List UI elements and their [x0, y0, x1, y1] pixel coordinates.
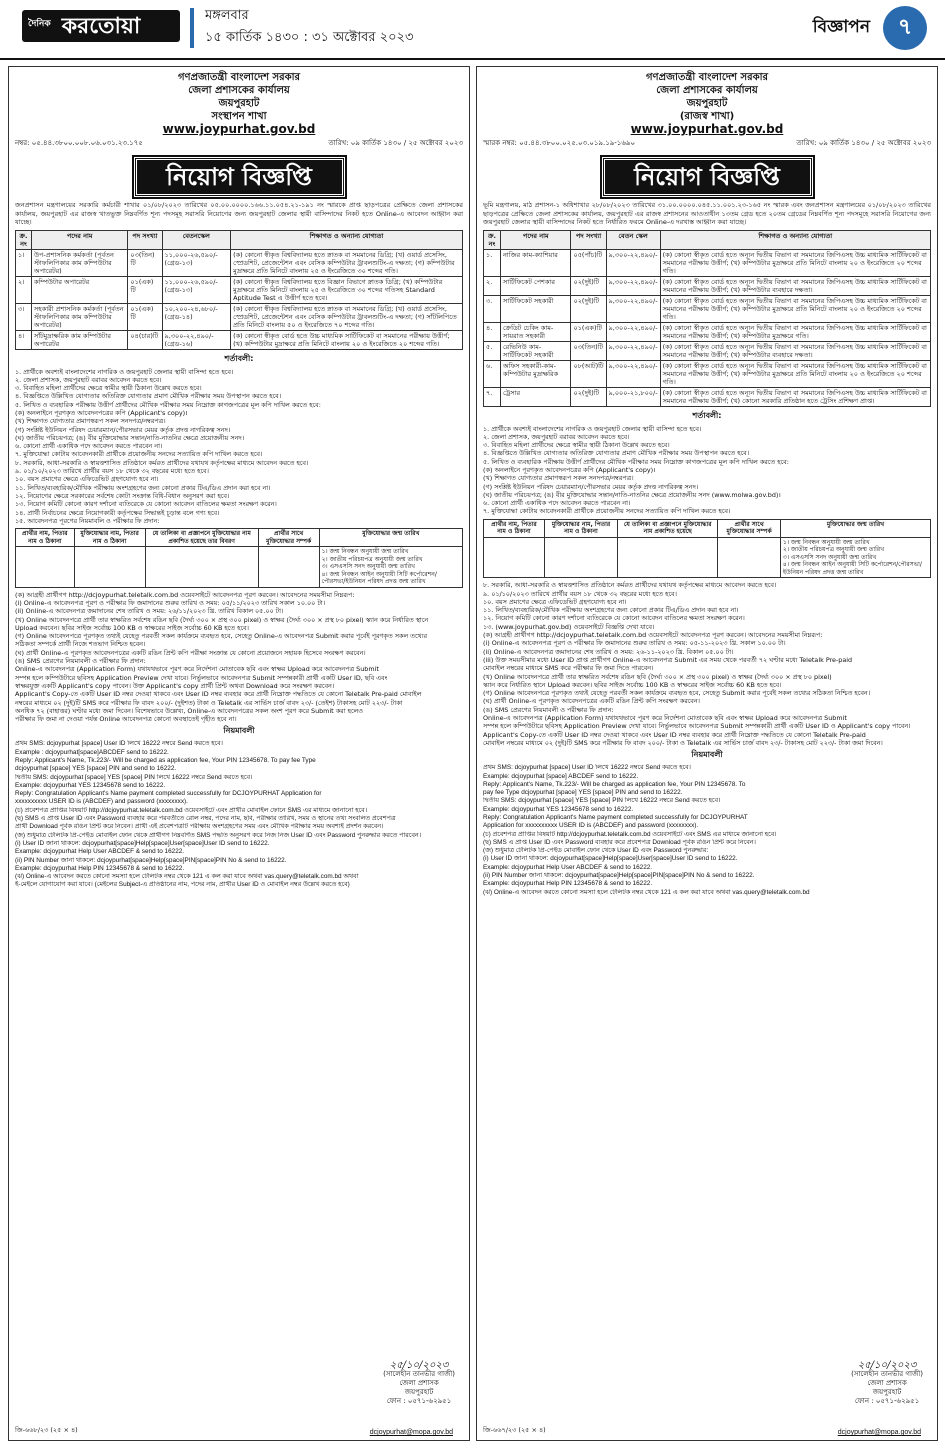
sms-line: (ঝ) Online-এ আবেদন করতে কোনো সমস্যা হলে টেলিটক নম্বর থেকে 121 এ কল করা যাবে অথবা vas.query@teletalk.com.bd — [483, 888, 810, 896]
condition-line: (ক) অনলাইনে পূরণকৃত আবেদনপত্রের কপি (Applicant's copy)। — [15, 408, 188, 417]
sms-line: Reply: Applicant's Name, Tk.223/- Will be charged as application fee, Your PIN 12345678. To — [483, 780, 746, 788]
signatory-phone: ফোন : ০৫৭১-৬২৯৫১ — [386, 1397, 452, 1405]
table-cell-no: ১। — [16, 249, 32, 276]
conditions-title: শর্তাবলী: — [692, 410, 722, 420]
table-cell-scale: ৯,০০০-২১,৮০০/- — [606, 387, 660, 406]
freedom-header: যে তালিকা বা প্রজ্ঞাপনে মুক্তিযোদ্ধার নাম প্রকাশিত হয়েছে তার বিবরণ — [145, 529, 258, 547]
sms-line: (ছ) SMS এ প্রাপ্ত User ID এবং Password ব্যবহার করে পরবর্তীতে রোল নম্বর, পদের নাম, ছবি, পরীক্ষার তারিখ, সময় ও স্থানের তথ্য সংবলিত প্রবেশপত্র — [15, 815, 396, 823]
condition-line: (গ) সংশ্লিষ্ট ইউনিয়ন পরিষদ চেয়ারম্যান/পৌরসভার মেয়র কর্তৃক প্রদত্ত নাগরিকত্ব সনদ। — [15, 425, 231, 434]
sms-line: Example: dcjoypurhat YES 12345678 send to 16222. — [483, 805, 634, 813]
instruction-line: অনধিক ৭২ (বাহাত্তর) ঘণ্টার মধ্যে জমা দিবেন। বিশেষভাবে উল্লেখ্য, Online-এ আবেদনপত্রের সকল অংশ পূরণ করে Submit করা হলেও — [15, 706, 363, 715]
memo-date: তারিখ: ০৯ কার্তিক ১৪৩০ / ২৫ অক্টোবর ২০২৩ — [796, 139, 931, 147]
instruction-line: ১৩. (www.joypurhat.gov.bd) ওয়েবসাইটে বিজ্ঞপ্তি দেখা যাবে। — [483, 622, 655, 631]
table-cell-post: নাজির কাম-ক্যাশিয়ার — [501, 249, 571, 276]
sms-line: (জ) শুধুমাত্র টেলিটক প্রি-পেইড মোবাইল ফোন থেকে User ID এবং Password পুনরুদ্ধার: — [483, 847, 709, 855]
signatory-name: (সালেহীন তানভীর গাজী) — [851, 1370, 923, 1378]
instruction-line: Upload করবেন। ছবির সাইজ সর্বোচ্চ 100 KB ও স্বাক্ষরের সাইজ সর্বোচ্চ 60 KB হতে হবে। — [15, 623, 249, 632]
instruction-line: (ঙ) SMS প্রেরণের নিয়মাবলী ও পরীক্ষার ফি প্রদান: — [483, 705, 614, 714]
office-line: গণপ্রজাতন্ত্রী বাংলাদেশ সরকার — [646, 72, 768, 83]
table-cell-post: ট্রেসার — [501, 387, 571, 406]
instruction-line: মোবাইল নম্বরের মাধ্যমে SMS করে পরীক্ষার ফি জমা দিতে পারবেন। — [483, 664, 654, 673]
table-cell-post: কম্পিউটার অপারেটর — [31, 276, 127, 303]
freedom-cell-empty — [74, 547, 145, 588]
table-cell-post: উপ-প্রশাসনিক কর্মকর্তা (পূর্বতন স্টাফলিপিকার কাম কম্পিউটার অপারেটর) — [31, 249, 127, 276]
table-header: বেতন স্কেল — [606, 230, 660, 249]
section-title: বিজ্ঞাপন — [812, 17, 870, 37]
instruction-line: ১১. লিখিত/ব্যবহারিক/মৌখিক পরীক্ষায় অংশগ্রহণের জন্য কোনো প্রকার টিএ/ডিএ প্রদান করা হবে না। — [483, 606, 739, 615]
date-english: ২৫ অক্টোবর ২০২৩ — [876, 139, 931, 147]
table-row — [16, 276, 463, 303]
sms-line: (জ) শুধুমাত্র টেলিটক প্রি-পেইড মোবাইল ফোন থেকে প্রার্থীগণ নিম্নবর্ণিত SMS পদ্ধতি অনুসরণ করে নিজ নিজ User ID এবং Password পুনরুদ্ধার করতে পারবেন। — [15, 831, 422, 839]
table-header: পদ সংখ্যা — [128, 230, 162, 249]
freedom-header: মুক্তিযোদ্ধার নাম, পিতার নাম ও ঠিকানা — [544, 519, 617, 537]
signature-block — [851, 1361, 923, 1406]
freedom-header: মুক্তিযোদ্ধার জন্ম তারিখ — [319, 529, 462, 547]
freedom-cell-empty — [145, 547, 258, 588]
signature-date: ২৫/১০/২০২৩ — [389, 1360, 449, 1371]
condition-line: ৩. বিবাহিত মহিলা প্রার্থীদের ক্ষেত্রে স্বামীর স্থায়ী ঠিকানা উল্লেখ করতে হবে। — [483, 441, 670, 450]
instruction-line: সঠিকতা সম্পর্কে প্রার্থী নিজে শতভাগ নিশ্চিত হবেন। — [15, 640, 146, 649]
birthdate-note: ২। জাতীয় পরিচয়পত্র অনুযায়ী জন্ম তারিখ — [321, 555, 423, 563]
instruction-line: Online-এ আবেদনপত্র (Application Form) যথাযথভাবে পূরণ করে নির্দেশনা মোতাবেক ছবি এবং স্বাক্ষর Upload করে আবেদনপত্র Submit — [483, 714, 847, 723]
sms-line: (চ) প্রবেশপত্র প্রাপ্তির বিষয়টি http://dcjoypurhat.teletalk.com.bd ওয়েবসাইটে এবং প্রার্থীর মোবাইল ফোনে SMS এর মাধ্যমে জানানো হবে। — [15, 806, 367, 814]
condition-line: ৭. মুক্তিযোদ্ধা কোটায় আবেদনকারী প্রার্থীকে প্রয়োজনীয় সনদের সত্যায়িত কপি দাখিল করতে হবে। — [15, 450, 263, 459]
conditions-title: শর্তাবলী: — [224, 353, 254, 363]
instruction-line: (গ) Online আবেদনপত্রে পূরণকৃত তথ্যই যেহেতু পরবর্তী সকল কার্যক্রমে ব্যবহৃত হবে, সেহেতু Submit করার পূর্বেই সকল তথ্যের সঠিকতা নিশ্চিত হবেন। — [483, 689, 871, 698]
table-cell-no: ৫. — [484, 341, 501, 360]
table-row — [484, 360, 931, 387]
table-cell-scale: ৯,৩০০-২২,৪৯০/- — [606, 341, 660, 360]
condition-line: ২. জেলা প্রশাসক, জয়পুরহাট বরাবর আবেদন করতে হবে। — [15, 375, 162, 384]
conditions-list — [9, 368, 469, 526]
instruction-line: (i) Online-এ আবেদনপত্র পূরণ ও পরীক্ষার ফি জমাদানের শুরুর তারিখ ও সময়: ০৫/১১/২০২৩ তারিখ সকাল ১০.০০ টা। — [15, 598, 325, 607]
table-cell-count: ০৪(চার)টি — [128, 330, 162, 349]
memo-number: স্মারক নম্বর: ০৫.৪৪.৩৮০০.০২৫.০৩.০১৯.১৯-১৬৯০ — [483, 139, 635, 147]
sms-line: (i) User ID জানা থাকলে: dcjoypurhat[space]Help[space]User[space]User ID send to 16222. — [483, 855, 738, 863]
intro-paragraph: জনপ্রশাসন মন্ত্রণালয়ের সরকারি কর্মচারী শাখার ০১/০৮/২০২৩ তারিখের ০৫.০০.০০০০.১৬৬.১১.০৫৪.২১-১৯১ নং স্মারকে প্রাপ্ত ছাড়পত্রের প্রেক্ষিতে জেলা প্রশাসকের কার্যালয়, জয়পুরহাট এর রাজস্ব খাতভুক্ত নিম্নবর্ণিত শূন্য পদসমূহ সরাসরি নিয়োগের জন্য জয়পুরহাট জেলার স্থায়ী বাসিন্দাদের নিকট হতে Online-এ আবেদন আহ্বান করা যাচ্ছে। — [15, 201, 463, 226]
birthdate-note: ২। জাতীয় পরিচয়পত্র অনুযায়ী জন্ম তারিখ — [782, 546, 885, 554]
table-row — [16, 330, 463, 349]
table-cell-scale: ৯,৩০০-২২,৪৯০/- — [606, 249, 660, 276]
sms-line: (ii) PIN Number জানা থাকলে: dcjoypurhat[space]Help[space]PIN[space]PIN No & send to 16222. — [15, 856, 287, 864]
memo-row — [477, 136, 937, 151]
page-number-badge: ৭ — [883, 6, 927, 50]
condition-line: ১৩. নিয়োগ কমিটি কোনো কারণ দর্শানো ব্যতিরেকে যে কোনো আবেদন বাতিলের ক্ষমতা সংরক্ষণ করেন। — [15, 500, 277, 509]
signatory-title: জেলা প্রশাসক — [399, 1379, 439, 1387]
table-cell-qual: (ক) কোনো স্বীকৃত বোর্ড হতে উচ্চ মাধ্যমিক সার্টিফিকেট বা সমমানের পরীক্ষায় উত্তীর্ণ; (খ) কম্পিউটার মুদ্রাক্ষরে প্রতি মিনিটে বাংলায় ২০ ও ইংরেজিতে ২০ শব্দের গতি। — [231, 330, 463, 349]
instruction-line: (ii) Online-এ আবেদনপত্র জমাদানের শেষ তারিখ ও সময়: ২৬/১১/২০২৩ খ্রি. তারিখ বিকাল ০৫.০০ টা। — [15, 607, 284, 616]
memo-row — [9, 136, 469, 151]
header-day: মঙ্গলবার — [205, 8, 249, 23]
table-cell-count: ০২(দুই)টি — [571, 295, 606, 322]
table-row — [484, 322, 931, 341]
office-line: জয়পুরহাট — [686, 98, 728, 109]
website-link[interactable]: www.joypurhat.gov.bd — [630, 122, 784, 136]
table-cell-scale: ৯,৩০০-২২,৪৯০/- — [606, 322, 660, 341]
freedom-cell-empty — [544, 537, 617, 578]
birthdate-note: ৩। এসএসসি সনদ অনুযায়ী জন্ম তারিখ — [782, 553, 877, 561]
table-header: পদ সংখ্যা — [571, 230, 606, 249]
instruction-line: (ঘ) প্রার্থী Online-এ পূরণকৃত আবেদনপত্রের একটি রঙিন প্রিন্ট কপি সংরক্ষণ করবেন। — [483, 697, 700, 706]
instruction-line: (গ) Online আবেদনপত্রে পূরণকৃত তথ্যই যেহেতু পরবর্তী সকল কার্যক্রমে ব্যবহৃত হবে, সেহেতু Online-এ আবেদনপত্র Submit করার পূর্বেই পূরণকৃত সকল তথ্যের — [15, 632, 428, 641]
table-header: শিক্ষাগত ও অন্যান্য যোগ্যতা — [231, 230, 463, 249]
table-cell-post: ক্রেডিট চেকিং কাম-সায়রাত সহকারী — [501, 322, 571, 341]
instruction-line: (iii) উক্ত সময়সীমার মধ্যে User ID প্রাপ্ত প্রার্থীগণ Online-এ আবেদনপত্র Submit এর সময় থেকে পরবর্তী ৭২ ঘণ্টার মধ্যে Teletalk Pre-paid — [483, 655, 853, 664]
table-cell-count: ০৩(তিন) টি — [128, 249, 162, 276]
sms-line: (ii) PIN Number জানা থাকলে: dcjoypurhat[space]Help[space]PIN[space]PIN No & send to 16222. — [483, 872, 755, 880]
signature-block — [383, 1361, 455, 1406]
table-cell-qual: (ক) কোনো স্বীকৃত বিশ্ববিদ্যালয় হতে স্নাতক বা সমমানের ডিগ্রি; (খ) ওয়ার্ড প্রসেসিং, স্প্রেডশিট, প্রেজেন্টেশন এবং বেসিক কম্পিউটার ট্রাবলশুটিং-এ দক্ষতা; (গ) সাঁটলিপিতে প্রতি মিনিটে বাংলায় ৫০ ও ইংরেজিতে ৭০ শব্দের গতি। — [231, 303, 463, 330]
sms-line: প্রথম SMS: dcjoypurhat [space] User ID লিখে 16222 নম্বরে Send করতে হবে। — [15, 740, 223, 748]
office-line: জেলা প্রশাসকের কার্যালয় — [188, 85, 290, 96]
table-cell-scale: ৯,৩০০-২২,৪৯০/- — [606, 295, 660, 322]
table-row — [484, 341, 931, 360]
table-cell-count: ০১(এক) টি — [128, 276, 162, 303]
signatory-place: জয়পুরহাট — [404, 1388, 434, 1396]
birthdate-note: ৪। জন্ম নিবন্ধন আইন অনুযায়ী সিটি কর্পোরেশন/পৌরসভা/ইউনিয়ন পরিষদ প্রদত্ত জন্ম তারিখ — [782, 561, 922, 576]
sms-line: Example: dcjoypurhat Help User ABCDEF & send to 16222. — [15, 848, 185, 856]
sms-line: Reply: Applicant's Name, Tk.223/- Will be charged as application fee, Your PIN 12345678. To pay fee Type — [15, 756, 316, 764]
sms-line: pay fee Type dcjoypurhat [space] YES [space] PIN and send to 16222. — [483, 789, 683, 797]
sms-line: প্রার্থী Download পূর্বক রঙিন প্রিন্ট করে নিবেন। প্রার্থী এই প্রবেশপত্রটি পরীক্ষায় অংশগ্রহণের সময় এবং মৌখিক পরীক্ষার সময় অবশ্যই প্রদর্শন করবেন। — [15, 823, 384, 831]
table-cell-qual: (ক) কোনো স্বীকৃত বোর্ড হতে অন্যূন দ্বিতীয় বিভাগ বা সমমানের জিপিএসহ উচ্চ মাধ্যমিক সার্টিফিকেট বা সমমানের পরীক্ষায় উত্তীর্ণ; (খ) কম্পিউটার ব্যবহারে দক্ষতা। — [660, 276, 930, 295]
freedom-birthdate-notes — [780, 537, 930, 578]
sms-line: (ঝ) Online-এ আবেদন করতে কোনো সমস্যা হলে টেলিটক নম্বর থেকে 121 এ কল করা যাবে অথবা vas.query@teletalk.com.bd অথবা — [15, 873, 359, 881]
condition-line: (খ) শিক্ষাগত যোগ্যতার প্রমাণস্বরূপ সকল সনদপত্র/নম্বরপত্র। — [483, 474, 634, 483]
table-row — [16, 303, 463, 330]
advertisement-code: জি-৬৬৮/২৩ (২৫ × ৪) — [15, 1426, 78, 1434]
condition-line: ৭. মুক্তিযোদ্ধা কোটায় আবেদনকারী প্রার্থীকে প্রয়োজনীয় সনদের সত্যায়িত কপি দাখিল করতে হবে। — [483, 507, 731, 516]
sms-line: Application for xxxxxxxxxx USER ID is (ABCDEF) and password (xxxxxxxx). — [483, 822, 699, 830]
table-row — [16, 249, 463, 276]
sms-line: Example : dcjoypurhat[space]ABCDEF send to 16222. — [15, 748, 169, 756]
instruction-line: ১২. নিয়োগ কমিটি কোনো কারণ দর্শানো ব্যতিরেকে যে কোনো আবেদন বাতিলের ক্ষমতা সংরক্ষণ করেন। — [483, 614, 745, 623]
table-cell-count: ০৮(আট)টি — [571, 360, 606, 387]
newspaper-logo — [22, 10, 180, 42]
sms-title: নিয়মাবলী — [223, 726, 255, 736]
date-bengali: ০৯ কার্তিক ১৪৩০ — [350, 139, 402, 147]
condition-line: (ক) অনলাইনে পূরণকৃত আবেদনপত্রের কপি (Applicant's copy)। — [483, 465, 656, 474]
table-cell-qual: (ক) কোনো স্বীকৃত বিশ্ববিদ্যালয় হতে স্নাতক বা সমমানের ডিগ্রি; (খ) ওয়ার্ড প্রসেসিং, স্প্রেডশিট, প্রেজেন্টেশন এবং বেসিক কম্পিউটার ট্রাবলশুটিং-এ দক্ষতা; (গ) কম্পিউটার মুদ্রাক্ষরে প্রতি মিনিটে বাংলায় ২৫ ও ইংরেজিতে ৩০ শব্দের গতি। — [231, 249, 463, 276]
condition-line: (খ) শিক্ষাগত যোগ্যতার প্রমাণস্বরূপ সকল সনদপত্র/নম্বরপত্র। — [15, 417, 166, 426]
header-divider — [190, 8, 194, 48]
signatory-title: জেলা প্রশাসক — [867, 1379, 907, 1387]
table-cell-post: সার্টিফিকেট সহকারী — [501, 295, 571, 322]
logo-prefix: দৈনিক — [28, 19, 51, 29]
instruction-line: (খ) Online আবেদনপত্রে প্রার্থী তার স্বাক্ষরিত সর্বশেষ রঙিন ছবি (দৈর্ঘ্য ৩০০ × প্রস্থ ৩০০ pixel) ও স্বাক্ষর (দৈর্ঘ্য ৩০০ × প্রস্থ ৮০ pixel) — [483, 672, 832, 681]
table-cell-no: ১. — [484, 249, 501, 276]
freedom-birthdate-notes — [319, 547, 462, 588]
condition-line: (গ) সংশ্লিষ্ট ইউনিয়ন পরিষদ চেয়ারম্যান/পৌরসভার মেয়র কর্তৃক প্রদত্ত নাগরিকত্ব সনদ। — [483, 482, 699, 491]
table-header: পদের নাম — [501, 230, 571, 249]
office-line: জেলা প্রশাসকের কার্যালয় — [656, 85, 758, 96]
table-cell-post: সহকারী প্রশাসনিক কর্মকর্তা (পূর্বতন স্টাফলিপিকার কাম কম্পিউটার অপারেটর) — [31, 303, 127, 330]
sms-line: Example: dcjoypurhat YES 12345678 send to 16222. — [15, 781, 166, 789]
sms-instructions — [9, 740, 469, 889]
instruction-line: মোবাইল নম্বরের মাধ্যমে ০২ (দুই)টি SMS করে পরীক্ষার ফি বাবদ ২০০/- টাকা ও Teletalk এর সার্ভিস চার্জ বাবদ ২৩/- টাকাসহ মোট ২২৩/- টাকা জমা দিবেন। — [483, 738, 883, 747]
header-date: ১৫ কার্তিক ১৪৩০ : ৩১ অক্টোবর ২০২৩ — [205, 30, 414, 45]
freedom-fighter-table — [15, 528, 463, 588]
instruction-line: (i) Online-এ আবেদনপত্র পূরণ ও পরীক্ষার ফি জমাদানের শুরুর তারিখ ও সময়: ০৫-১১-২০২৩ খ্রি. সকাল ১০.০০ টা। — [483, 639, 786, 648]
table-cell-no: ৪। — [16, 330, 32, 349]
instruction-line: পরীক্ষার ফি জমা না দেওয়া পর্যন্ত Online আবেদনপত্র কোনো অবস্থাতেই গৃহীত হবে না। — [15, 715, 237, 724]
condition-line: ৪. বিজ্ঞপ্তিতে উল্লিখিত যোগ্যতার অতিরিক্ত যোগ্যতার প্রমাণ মৌখিক পরীক্ষার সময় উপস্থাপন করতে হবে। — [15, 392, 281, 401]
date-label: তারিখ: — [328, 139, 349, 147]
table-cell-post: রেভিনিউ কাম-সার্টিফিকেট সহকারী — [501, 341, 571, 360]
table-cell-no: ২. — [484, 276, 501, 295]
instruction-line: Online-এ আবেদনপত্র (Application Form) যথাযথভাবে পূরণ করে নির্দেশনা মোতাবেক ছবি এবং স্বাক্ষর Upload করে আবেদনপত্র Submit — [15, 665, 379, 674]
instruction-line: স্ক্যান করে নির্ধারিত স্থানে Upload করবেন। ছবির সাইজ সর্বোচ্চ 100 KB ও স্বাক্ষরের সাইজ সর্বোচ্চ 60 KB হতে হবে। — [483, 680, 782, 689]
condition-line: ৩. বিবাহিত মহিলা প্রার্থীদের ক্ষেত্রে স্বামীর স্থায়ী ঠিকানা উল্লেখ করতে হবে। — [15, 384, 202, 393]
table-cell-no: ৩। — [16, 303, 32, 330]
posts-table — [483, 230, 931, 407]
application-instructions — [477, 581, 937, 747]
freedom-header: প্রার্থীর সাথে মুক্তিযোদ্ধার সম্পর্ক — [258, 529, 319, 547]
sms-line: Example: dcjoypurhat Help PIN 12345678 & send to 16222. — [15, 864, 185, 872]
table-cell-scale: ১১,০০০-২৬,৫৯০/- (গ্রেড-১৩) — [162, 276, 231, 303]
sms-line: Reply: Congratulation Applicant's Name payment completed successfully for DCJOYPURHAT Application for — [15, 790, 322, 798]
memo-date: তারিখ: ০৯ কার্তিক ১৪৩০ / ২৫ অক্টোবর ২০২৩ — [328, 139, 463, 147]
condition-line: ৫. লিখিত ও ব্যবহারিক পরীক্ষায় উত্তীর্ণ প্রার্থীদের মৌখিক পরীক্ষার সময় নিম্নোক্ত কাগজপত্রের মূল কপি দাখিল করতে হবে: — [483, 457, 789, 466]
condition-line: ৯. ০১/১০/২০২৩ তারিখে প্রার্থীর বয়স ১৮ থেকে ৩২ বছরের মধ্যে হতে হবে। — [15, 467, 209, 476]
sms-line: (চ) প্রবেশপত্র প্রাপ্তির বিষয়টি http://dcjoypurhat.teletalk.com.bd ওয়েবসাইটে এবং SMS এর মাধ্যমে জানানো হবে। — [483, 830, 777, 838]
condition-line: (ঘ) জাতীয় পরিচয়পত্র; (ঙ) বীর মুক্তিযোদ্ধার সন্তান/নাতি-নাতনির ক্ষেত্রে প্রয়োজনীয় সনদ। — [15, 433, 245, 442]
instruction-line: (ii) Online-এ আবেদনপত্র জমাদানের শেষ তারিখ ও সময়: ২৬-১১-২০২৩ খ্রি. বিকাল ০৫.০০ টা। — [483, 647, 734, 656]
sms-title: নিয়মাবলী — [691, 750, 723, 760]
table-cell-post: সাঁটমুদ্রাক্ষরিক কাম কম্পিউটার অপারেটর — [31, 330, 127, 349]
freedom-header: প্রার্থীর নাম, পিতার নাম ও ঠিকানা — [16, 529, 75, 547]
instruction-line: Applicant's Copy-তে একটি User ID নম্বর দেওয়া থাকবে এবং User ID নম্বর ব্যবহার করে প্রার্থী নিম্নোক্ত পদ্ধতিতে যে কোনো Teletalk Pre-paid মোবাইল — [15, 690, 422, 699]
table-header: শিক্ষাগত ও অন্যান্য যোগ্যতা — [660, 230, 930, 249]
sms-line: Reply: Congratulation Applicant's Name payment completed successfully for DCJOYPURHAT — [483, 813, 748, 821]
condition-line: ১০. বয়স প্রমাণের ক্ষেত্রে এফিডেভিট গ্রহণযোগ্য হবে না। — [15, 475, 159, 484]
instruction-line: সম্পন্ন হলে কম্পিউটারে ছবিসহ Application Preview দেখা যাবে। নির্ভুলভাবে আবেদনপত্র Submit সম্পন্নকারী প্রার্থী একটি User ID, ছবি এবং — [15, 673, 388, 682]
sms-line: Example: dcjoypurhat Help PIN 12345678 & send to 16222. — [483, 880, 653, 888]
table-cell-count: ০৩(তিন)টি — [571, 341, 606, 360]
memo-number: নম্বর: ০৫.৪৪.৩৮০০.০০৮.০৬.০৩১.২৩.১৭৫ — [15, 139, 143, 147]
table-header: ক্র. নং — [484, 230, 501, 249]
freedom-header: মুক্তিযোদ্ধার জন্ম তারিখ — [780, 519, 930, 537]
notice-banner: নিয়োগ বিজ্ঞপ্তি — [134, 157, 345, 197]
freedom-cell-empty — [16, 547, 75, 588]
notice-banner: নিয়োগ বিজ্ঞপ্তি — [602, 157, 813, 197]
table-cell-scale: ১০,২০০-২৪,৬৮০/- (গ্রেড-১৪) — [162, 303, 231, 330]
table-cell-scale: ৯,৩০০-২২,৪৯০/- — [606, 360, 660, 387]
date-label: তারিখ: — [796, 139, 817, 147]
date-english: ২৫ অক্টোবর ২০২৩ — [408, 139, 463, 147]
application-instructions — [9, 591, 469, 724]
table-cell-count: ০১(এক) টি — [128, 303, 162, 330]
condition-line: ৫. লিখিত ও ব্যবহারিক পরীক্ষায় উত্তীর্ণ প্রার্থীদের মৌখিক পরীক্ষার সময় নিম্নোক্ত কাগজপত্রের মূল কপি দাখিল করতে হবে: — [15, 400, 321, 409]
conditions-list — [477, 425, 937, 516]
condition-line: ১২. নিয়োগের ক্ষেত্রে সরকারের সর্বশেষ কোটা সংক্রান্ত বিধি-বিধান অনুসরণ করা হবে। — [15, 491, 230, 500]
instruction-line: ৮. সরকারি, আধা-সরকারি ও স্বায়ত্তশাসিত প্রতিষ্ঠানে কর্মরত প্রার্থীদের যথাযথ কর্তৃপক্ষের মাধ্যমে আবেদন করতে হবে। — [483, 581, 777, 590]
instruction-line: স্বাক্ষরযুক্ত একটি Applicant's copy পাবেন। উক্ত Applicant's copy প্রার্থী প্রিন্ট অথবা Download করে সংরক্ষণ করবেন। — [15, 681, 335, 690]
office-line: জয়পুরহাট — [218, 98, 260, 109]
condition-line: ৮. সরকারি, আধা-সরকারি ও স্বায়ত্তশাসিত প্রতিষ্ঠানে কর্মরত প্রার্থীদের যথাযথ কর্তৃপক্ষের মাধ্যমে আবেদন করতে হবে। — [15, 458, 309, 467]
email-link[interactable]: dcjoypurhat@mopa.gov.bd — [369, 1429, 453, 1436]
table-cell-count: ০২(দুই)টি — [571, 387, 606, 406]
sms-line: (i) User ID জানা থাকলে: dcjoypurhat[space]Help[space]User[space]User ID send to 16222. — [15, 839, 270, 847]
posts-table — [15, 230, 463, 350]
instruction-line: (ঘ) প্রার্থী Online-এ পূরণকৃত আবেদনপত্রের একটি রঙিন প্রিন্ট কপি পরীক্ষা সংক্রান্ত যে কোনো প্রয়োজনে সহায়ক হিসেবে সংরক্ষণ করবেন। — [15, 648, 366, 657]
advertisement-code: জি-৬৬৭/২৩ (২৫ × ৪) — [483, 1426, 546, 1434]
table-cell-count: ০১(এক)টি — [571, 322, 606, 341]
table-cell-qual: (ক) কোনো স্বীকৃত বোর্ড হতে অন্যূন দ্বিতীয় বিভাগ বা সমমানের জিপিএসহ উচ্চ মাধ্যমিক সার্টিফিকেট বা সমমানের পরীক্ষায় উত্তীর্ণ; (খ) কম্পিউটার মুদ্রাক্ষরে প্রতি মিনিটে বাংলায় ২০ ও ইংরেজিতে ২০ শব্দের গতি। — [660, 295, 930, 322]
table-cell-post: সার্টিফিকেট পেশকার — [501, 276, 571, 295]
condition-line: ১. প্রার্থীকে অবশ্যই বাংলাদেশের নাগরিক ও জয়পুরহাট জেলার স্থায়ী বাসিন্দা হতে হবে। — [483, 424, 702, 433]
table-cell-no: ৭. — [484, 387, 501, 406]
table-cell-qual: (ক) কোনো স্বীকৃত বিশ্ববিদ্যালয় হতে বিজ্ঞান বিভাগে স্নাতক ডিগ্রি; (খ) কম্পিউটার মুদ্রাক্ষরে প্রতি মিনিটে বাংলায় ২৫ ও ইংরেজিতে ৩০ শব্দের গতিসহ Standard Aptitude Test এ উত্তীর্ণ হতে হবে। — [231, 276, 463, 303]
freedom-header: প্রার্থীর নাম, পিতার নাম ও ঠিকানা — [484, 519, 545, 537]
freedom-header: প্রার্থীর সাথে মুক্তিযোদ্ধার সম্পর্ক — [718, 519, 781, 537]
table-cell-count: ০৫(পাঁচ)টি — [571, 249, 606, 276]
birthdate-note: ৩। এসএসসি সনদ অনুযায়ী জন্ম তারিখ — [321, 563, 415, 571]
sms-line: দ্বিতীয় SMS: dcjoypurhat [space] YES [space] PIN লিখে 16222 নম্বরে Send করতে হবে। — [483, 797, 721, 805]
table-header: ক্র. নং — [16, 230, 32, 249]
table-row — [484, 387, 931, 406]
sms-line: দ্বিতীয় SMS: dcjoypurhat [space] YES [space] PIN লিখে 16222 নম্বরে Send করতে হবে। — [15, 773, 253, 781]
sms-line: প্রথম SMS: dcjoypurhat [space] User ID লিখে 16222 নম্বরে Send করতে হবে। — [483, 764, 691, 772]
table-cell-post: অফিস সহকারী-কাম-কম্পিউটার মুদ্রাক্ষরিক — [501, 360, 571, 387]
sms-instructions — [477, 764, 937, 897]
condition-line: ৬. কোনো প্রার্থী একাধিক পদে আবেদন করতে পারবেন না। — [483, 499, 631, 508]
condition-line: ১. প্রার্থীকে অবশ্যই বাংলাদেশের নাগরিক ও জয়পুরহাট জেলার স্থায়ী বাসিন্দা হতে হবে। — [15, 367, 234, 376]
freedom-cell-empty — [258, 547, 319, 588]
freedom-cell-empty — [718, 537, 781, 578]
freedom-fighter-table — [483, 519, 931, 579]
instruction-line: নম্বরের মাধ্যমে ০২ (দুই)টি SMS করে পরীক্ষার ফি বাবদ ২০০/- (দুইশত) টাকা ও Teletalk এর সার্ভিস চার্জ বাবদ ২৩/- (তেইশ) টাকাসহ মোট ২২৩/- টাকা — [15, 698, 403, 707]
intro-paragraph: ভূমি মন্ত্রণালয়, মাঠ প্রশাসন-১ অধিশাখার ২৮/০৮/২০২৩ তারিখের ৩১.০০.০০০০.০৪৫.১১.০০১.২৩-১৬৫ নং স্মারক এবং জনপ্রশাসন মন্ত্রণালয়ের ০১/০৮/২০২৩ তারিখের ছাড়পত্রের প্রেক্ষিতে জেলা প্রশাসকের কার্যালয়, জয়পুরহাট এর রাজস্ব প্রশাসনের আওতাধীন ১৩তম গ্রেড হতে ২০তম গ্রেডের নিম্নবর্ণিত শূন্য পদসমূহে সরাসরি নিয়োগের জন্য জয়পুরহাট জেলার স্থায়ী বাসিন্দাদের নিকট হতে নির্ধারিত ফরমে Online-এ দরখাস্ত আহ্বান করা যাচ্ছে। — [483, 201, 931, 226]
date-bengali: ০৯ কার্তিক ১৪৩০ — [818, 139, 870, 147]
signature-date: ২৫/১০/২০২৩ — [857, 1360, 917, 1371]
condition-line: ৪. বিজ্ঞপ্তিতে উল্লিখিত যোগ্যতার অতিরিক্ত যোগ্যতার প্রমাণ মৌখিক পরীক্ষার সময় উপস্থাপন করতে হবে। — [483, 449, 749, 458]
table-cell-qual: (ক) কোনো স্বীকৃত বোর্ড হতে অন্যূন দ্বিতীয় বিভাগ বা সমমানের জিপিএসহ উচ্চ মাধ্যমিক সার্টিফিকেট বা সমমানের পরীক্ষায় উত্তীর্ণ; (খ) কম্পিউটার ব্যবহারে দক্ষতা। — [660, 341, 930, 360]
birthdate-note: ১। জন্ম নিবন্ধন অনুযায়ী জন্ম তারিখ — [321, 548, 409, 556]
condition-line: ১৪. প্রার্থী নির্বাচনের ক্ষেত্রে নিয়োগকারী কর্তৃপক্ষের সিদ্ধান্তই চূড়ান্ত বলে গণ্য হবে। — [15, 508, 220, 517]
instruction-line: (খ) Online আবেদনপত্রে প্রার্থী তার স্বাক্ষরিত সর্বশেষ রঙিন ছবি (দৈর্ঘ্য ৩০০ × প্রস্থ ৩০০ pixel) ও স্বাক্ষর (দৈর্ঘ্য ৩০০ × প্রস্থ ৮০ pixel) স্ক্যান করে নির্ধারিত স্থানে — [15, 615, 429, 624]
table-cell-scale: ১১,০০০-২৬,৫৯০/- (গ্রেড-১৩) — [162, 249, 231, 276]
condition-line: ১১. লিখিত/ব্যবহারিক/মৌখিক পরীক্ষায় অংশগ্রহণের জন্য কোনো প্রকার টিএ/ডিএ প্রদান করা হবে না। — [15, 483, 271, 492]
table-cell-scale: ৯,৩০০-২২,৪৯০/- (গ্রেড-১৬) — [162, 330, 231, 349]
office-line: গণপ্রজাতন্ত্রী বাংলাদেশ সরকার — [178, 72, 300, 83]
instruction-line: ১০. বয়স প্রমাণের ক্ষেত্রে এফিডেভিট গ্রহণযোগ্য হবে না। — [483, 597, 627, 606]
left-advertisement — [8, 66, 470, 1441]
email-link[interactable]: dcjoypurhat@mopa.gov.bd — [837, 1429, 921, 1436]
freedom-cell-empty — [618, 537, 718, 578]
table-row — [484, 276, 931, 295]
sms-line: ই-মেইলে যোগাযোগ করা যাবে। (মেইলের Subject-এ প্রতিষ্ঠানের নাম, পদের নাম, প্রার্থীর User ID ও মোবাইল নম্বর উল্লেখ করতে হবে) — [15, 881, 350, 889]
office-line: সংস্থাপন শাখা — [211, 111, 267, 122]
condition-line: ১৫. আবেদনপত্র পূরণের নিয়মাবলি ও পরীক্ষার ফি প্রদান: — [15, 516, 160, 525]
sms-line: dcjoypurhat [space] YES [space] PIN and send to 16222. — [15, 765, 177, 773]
table-row — [484, 295, 931, 322]
website-link[interactable]: www.joypurhat.gov.bd — [162, 122, 316, 136]
table-cell-no: ৪. — [484, 322, 501, 341]
table-header: বেতনস্কেল — [162, 230, 231, 249]
freedom-cell-empty — [484, 537, 545, 578]
instruction-line: (ক) আগ্রহী প্রার্থীগণ http://dcjoypurhat.teletalk.com.bd ওয়েবসাইটে আবেদনপত্র পূরণ করবেন। আবেদনের সময়সীমা নিম্নরূপ: — [483, 631, 823, 640]
table-cell-no: ২। — [16, 276, 32, 303]
instruction-line: ৯. ০১/১০/২০২৩ তারিখে প্রার্থীর বয়স ১৮ থেকে ৩২ বছরের মধ্যে হতে হবে। — [483, 589, 677, 598]
signatory-name: (সালেহীন তানভীর গাজী) — [383, 1370, 455, 1378]
instruction-line: Applicant's Copy-তে একটি User ID নম্বর দেওয়া থাকবে এবং User ID নম্বর ব্যবহার করে প্রার্থী নিম্নোক্ত পদ্ধতিতে যে কোনো Teletalk Pre-paid — [483, 730, 866, 739]
table-cell-no: ৬. — [484, 360, 501, 387]
table-row — [484, 249, 931, 276]
table-cell-qual: (ক) কোনো স্বীকৃত বোর্ড হতে অন্যূন দ্বিতীয় বিভাগ বা সমমানের জিপিএসহ উচ্চ মাধ্যমিক সার্টিফিকেট বা সমমানের পরীক্ষায় উত্তীর্ণ; (খ) কম্পিউটার মুদ্রাক্ষরে প্রতি মিনিটে বাংলায় ২০ ও ইংরেজিতে ২০ শব্দের গতি। — [660, 249, 930, 276]
table-cell-no: ৩. — [484, 295, 501, 322]
signatory-phone: ফোন : ০৫৭১-৬২৯৫১ — [854, 1397, 920, 1405]
birthdate-note: ১। জন্ম নিবন্ধন অনুযায়ী জন্ম তারিখ — [782, 538, 870, 546]
freedom-header: যে তালিকা বা প্রজ্ঞাপনে মুক্তিযোদ্ধার নাম প্রকাশিত হয়েছে — [618, 519, 718, 537]
office-heading — [477, 71, 937, 136]
table-cell-qual: (ক) কোনো স্বীকৃত বোর্ড হতে অন্যূন দ্বিতীয় বিভাগ বা সমমানের জিপিএসহ উচ্চ মাধ্যমিক সার্টিফিকেট বা সমমানের পরীক্ষায় উত্তীর্ণ; (খ) কোনো সরকারি প্রতিষ্ঠান হতে ট্রেসিং প্রশিক্ষণ প্রাপ্ত। — [660, 387, 930, 406]
sms-line: xxxxxxxxxx USER ID is (ABCDEF) and password (xxxxxxxx). — [15, 798, 188, 806]
sms-line: Example: dcjoypurhat [space] ABCDEF send to 16222. — [483, 772, 639, 780]
condition-line: ৬. কোনো প্রার্থী একাধিক পদে আবেদন করতে পারবেন না। — [15, 442, 163, 451]
office-heading — [9, 71, 469, 136]
signatory-place: জয়পুরহাট — [872, 1388, 902, 1396]
table-cell-scale: ৯,৩০০-২২,৪৯০/- — [606, 276, 660, 295]
sms-line: (ছ) SMS এ প্রাপ্ত User ID এবং Password ব্যবহার করে প্রবেশপত্র Download পূর্বক রঙিন প্রিন্ট করে নিবেন। — [483, 838, 756, 846]
freedom-header: মুক্তিযোদ্ধার নাম, পিতার নাম ও ঠিকানা — [74, 529, 145, 547]
condition-line: (ঘ) জাতীয় পরিচয়পত্র; (ঙ) বীর মুক্তিযোদ্ধার সন্তান/নাতি-নাতনির ক্ষেত্রে প্রয়োজনীয় সনদ (www.molwa.gov.bd)। — [483, 490, 781, 499]
table-cell-count: ০২(দুই)টি — [571, 276, 606, 295]
table-header: পদের নাম — [31, 230, 127, 249]
right-advertisement — [476, 66, 938, 1441]
instruction-line: (ক) আগ্রহী প্রার্থীগণ http://dcjoypurhat.teletalk.com.bd ওয়েবসাইটে আবেদনপত্র পূরণ করবেন। আবেদনের সময়সীমা নিম্নরূপ: — [15, 590, 355, 599]
condition-line: ২. জেলা প্রশাসক, জয়পুরহাট বরাবর আবেদন করতে হবে। — [483, 432, 630, 441]
table-cell-qual: (ক) কোনো স্বীকৃত বোর্ড হতে অন্যূন দ্বিতীয় বিভাগ বা সমমানের জিপিএসহ উচ্চ মাধ্যমিক সার্টিফিকেট বা সমমানের পরীক্ষায় উত্তীর্ণ; (খ) কম্পিউটার মুদ্রাক্ষরে প্রতি মিনিটে বাংলায় ২০ ও ইংরেজিতে ২০ শব্দের গতি। — [660, 360, 930, 387]
instruction-line: সম্পন্ন হলে কম্পিউটারে ছবিসহ Application Preview দেখা যাবে। নির্ভুলভাবে আবেদনপত্র Submit সম্পন্নকারী প্রার্থী একটি User ID ও Applicant's copy পাবেন। — [483, 722, 911, 731]
instruction-line: (ঙ) SMS প্রেরণের নিয়মাবলী ও পরীক্ষার ফি প্রদান: — [15, 657, 146, 666]
logo-text: করতোয়া — [61, 13, 141, 39]
birthdate-note: ৪। জন্ম নিবন্ধন আইন অনুযায়ী সিটি কর্পোরেশন/পৌরসভা/ইউনিয়ন পরিষদ প্রদত্ত জন্ম তারিখ — [321, 570, 437, 586]
table-cell-qual: (ক) কোনো স্বীকৃত বোর্ড হতে অন্যূন দ্বিতীয় বিভাগ বা সমমানের জিপিএসহ উচ্চ মাধ্যমিক সার্টিফিকেট বা সমমানের পরীক্ষায় উত্তীর্ণ; (খ) কম্পিউটার মুদ্রাক্ষরে গতি। — [660, 322, 930, 341]
office-line: (রাজস্ব শাখা) — [679, 111, 735, 122]
sms-line: Example: dcjoypurhat Help User ABCDEF & send to 16222. — [483, 863, 653, 871]
newspaper-header — [0, 0, 945, 60]
